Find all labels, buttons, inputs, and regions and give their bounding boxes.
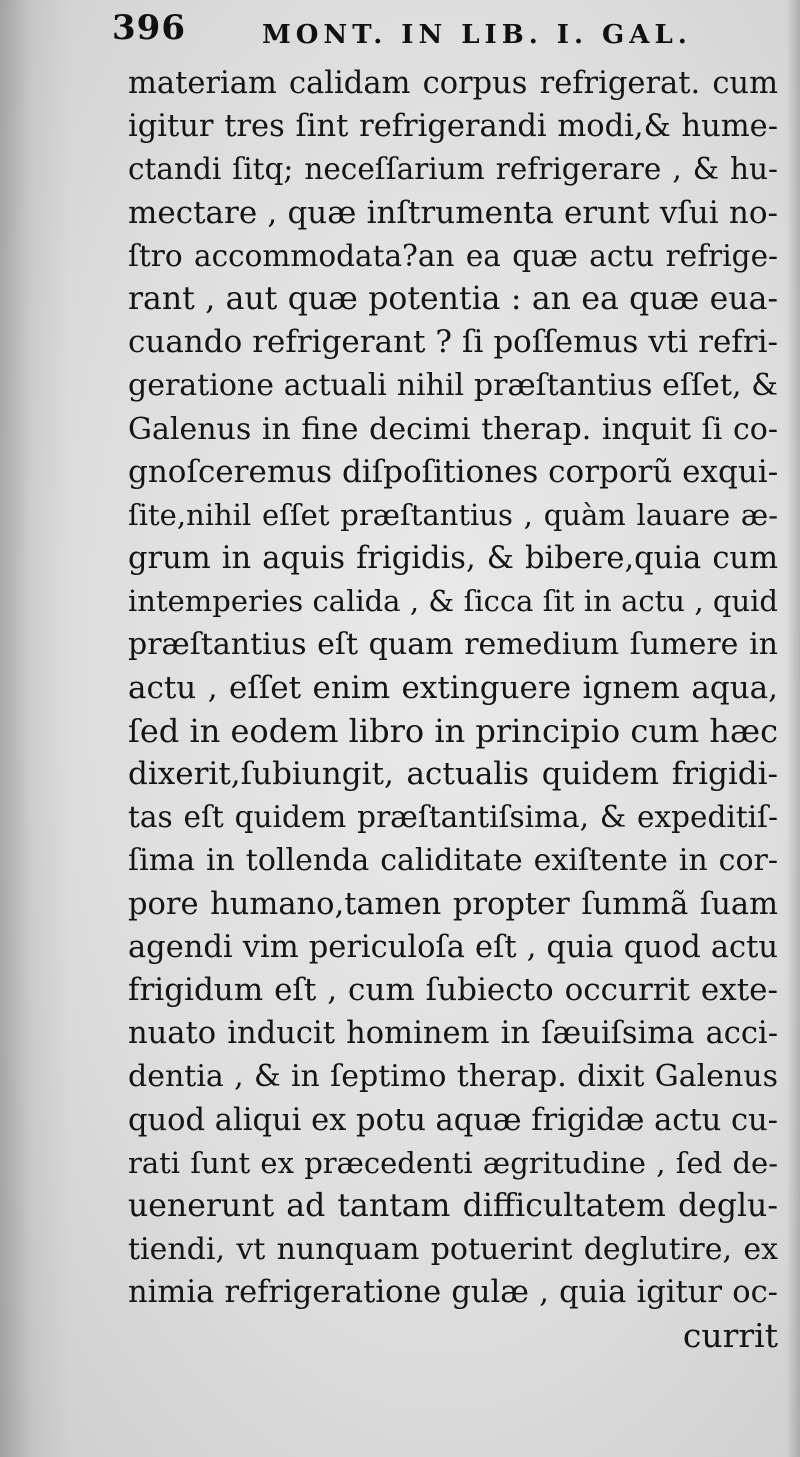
catchword: currit — [682, 1316, 778, 1356]
text-line: frigidum eſt , cum ſubiecto occurrit exte- — [128, 971, 778, 1008]
text-line: rati ſunt ex præcedenti ægritudine , ſed de- — [128, 1145, 778, 1180]
text-line: materiam calidam corpus refrigerat. cum — [128, 66, 778, 101]
text-line: cuando refrigerant ? ſi poſſemus vti refri- — [128, 324, 778, 361]
text-line: nimia refrigeratione gulæ , quia igitur oc- — [128, 1275, 778, 1311]
text-line: quod aliqui ex potu aquæ frigidæ actu cu- — [128, 1102, 778, 1138]
text-line: agendi vim periculoſa eſt , quia quod actu — [128, 929, 778, 965]
running-head: MONT. IN LIB. I. GAL. — [262, 20, 692, 50]
text-line: igitur tres ſint refrigerandi modi,& hume- — [128, 109, 778, 145]
text-line: pore humano,tamen propter ſummã ſuam — [128, 886, 778, 922]
page-header — [112, 6, 752, 56]
text-line: intemperies calida , & ſicca ſit in actu , quid — [128, 584, 778, 619]
text-line: Galenus in fine decimi therap. inquit ſi co- — [128, 411, 778, 447]
text-line: ſite,nihil eſſet præſtantius , quàm lauare æ- — [128, 497, 778, 532]
body-text — [128, 62, 778, 1358]
text-line: geratione actuali nihil præſtantius eſſet, & — [128, 368, 778, 404]
text-line: nuato inducit hominem in ſæuiſsima acci- — [128, 1016, 778, 1052]
text-line: tiendi, vt nunquam potuerint deglutire, ex — [128, 1232, 778, 1268]
gutter-shadow — [0, 0, 70, 1457]
page-number: 396 — [112, 8, 186, 48]
text-line: grum in aquis frigidis, & bibere,quia cum — [128, 541, 778, 577]
text-line: ſtro accommodata?an ea quæ actu refrige- — [128, 238, 778, 273]
text-line: gnoſceremus diſpoſitiones corporũ exqui- — [128, 453, 779, 490]
text-line: rant , aut quæ potentia : an ea quæ eua- — [128, 280, 778, 317]
text-line: præſtantius eſt quam remedium ſumere in — [128, 627, 778, 663]
text-line: tas eſt quidem præſtantiſsima, & expeditiſ- — [128, 800, 778, 835]
text-line: dixerit,ſubiungit, actualis quidem frigidi- — [128, 756, 778, 792]
text-line: ſima in tollenda caliditate exiſtente in cor- — [128, 843, 778, 879]
text-line: ſed in eodem libro in principio cum hæc — [128, 711, 778, 750]
text-line: dentia , & in ſeptimo therap. dixit Galenus — [128, 1059, 778, 1095]
text-line: actu , eſſet enim extinguere ignem aqua, — [128, 669, 778, 706]
text-line: uenerunt ad tantam difficultatem deglu- — [128, 1187, 778, 1224]
page-edge-shadow — [786, 0, 800, 1457]
text-line: mectare , quæ inſtrumenta erunt vſui no- — [128, 194, 778, 231]
text-line: ctandi ſitq; neceſſarium refrigerare , & hu- — [128, 152, 778, 187]
